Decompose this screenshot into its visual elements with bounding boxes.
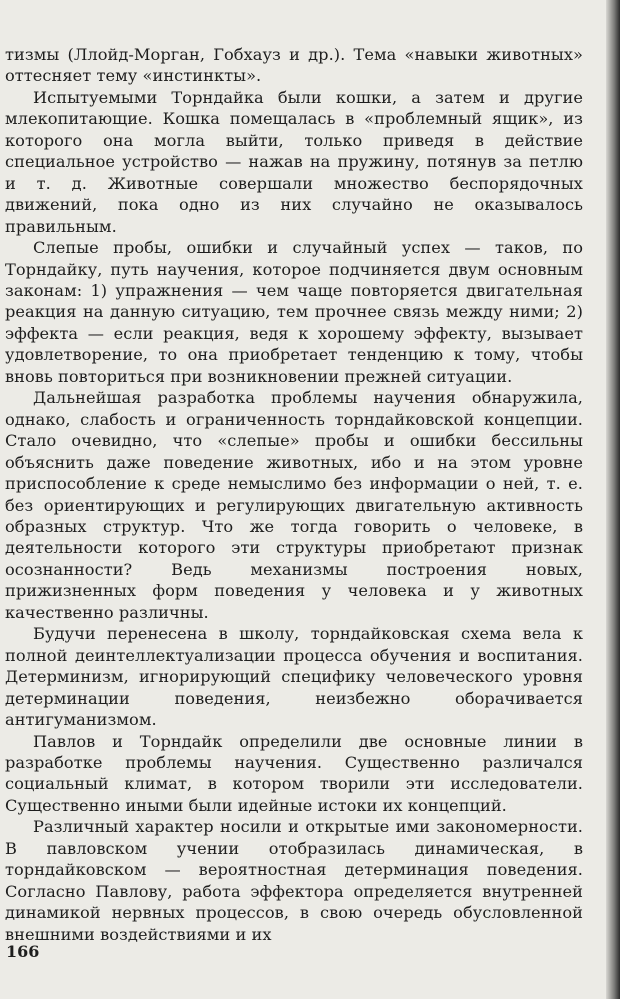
- paragraph-6: Павлов и Торндайк определили две основные линии в разработке проблемы научения. Существенно различался социальный климат, в котором творили эти исследователи. Существенно иными были идейные истоки их концепций.: [5, 731, 583, 815]
- paragraph-1: тизмы (Ллойд-Морган, Гобхауз и др.). Тема «навыки животных» оттесняет тему «инстинкты».: [5, 45, 583, 86]
- paragraph-2: Испытуемыми Торндайка были кошки, а затем и другие млекопитающие. Кошка помещалась в «проблемный ящик», из которого она могла выйти, только приведя в действие специальное устройство — нажав на пружину, потянув за петлю и т. д. Животные совершали множество беспорядочных движений, пока одно из них случайно не оказывалось правильным.: [5, 87, 583, 236]
- page-edge-shadow: [606, 0, 620, 999]
- page-number: 166: [6, 942, 40, 961]
- paragraph-4: Дальнейшая разработка проблемы научения обнаружила, однако, слабость и ограниченность торндайковской концепции. Стало очевидно, что «слепые» пробы и ошибки бессильны объяснить даже поведение животных, ибо и на этом уровне приспособление к среде немыслимо без информации о ней, т. е. без ориентирующих и регулирующих двигательную активность образных структур. Что же тогда говорить о человеке, в деятельности которого эти структуры приобретают признак осознанности? Ведь механизмы построения новых, прижизненных форм поведения у человека и у животных качественно различны.: [5, 388, 583, 622]
- paragraph-5: Будучи перенесена в школу, торндайковская схема вела к полной деинтеллектуализации процесса обучения и воспитания. Детерминизм, игнорирующий специфику человеческого уровня детерминации поведения, неизбежно оборачивается антигуманизмом.: [5, 624, 583, 730]
- paragraph-7: Различный характер носили и открытые ими закономерности. В павловском учении отобразилась динамическая, в торндайковском — вероятностная детерминация поведения. Согласно Павлову, работа эффектора определяется внутренней динамикой нервных процессов, в свою очередь обусловленной внешними воздействиями и их: [5, 817, 583, 944]
- body-text: [5, 44, 583, 945]
- paragraph-3: Слепые пробы, ошибки и случайный успех — таков, по Торндайку, путь научения, которое подчиняется двум основным законам: 1) упражнения — чем чаще повторяется двигательная реакция на данную ситуацию, тем прочнее связь между ними; 2) эффекта — если реакция, ведя к хорошему эффекту, вызывает удовлетворение, то она приобретает тенденцию к тому, чтобы вновь повториться при возникновении прежней ситуации.: [5, 238, 583, 386]
